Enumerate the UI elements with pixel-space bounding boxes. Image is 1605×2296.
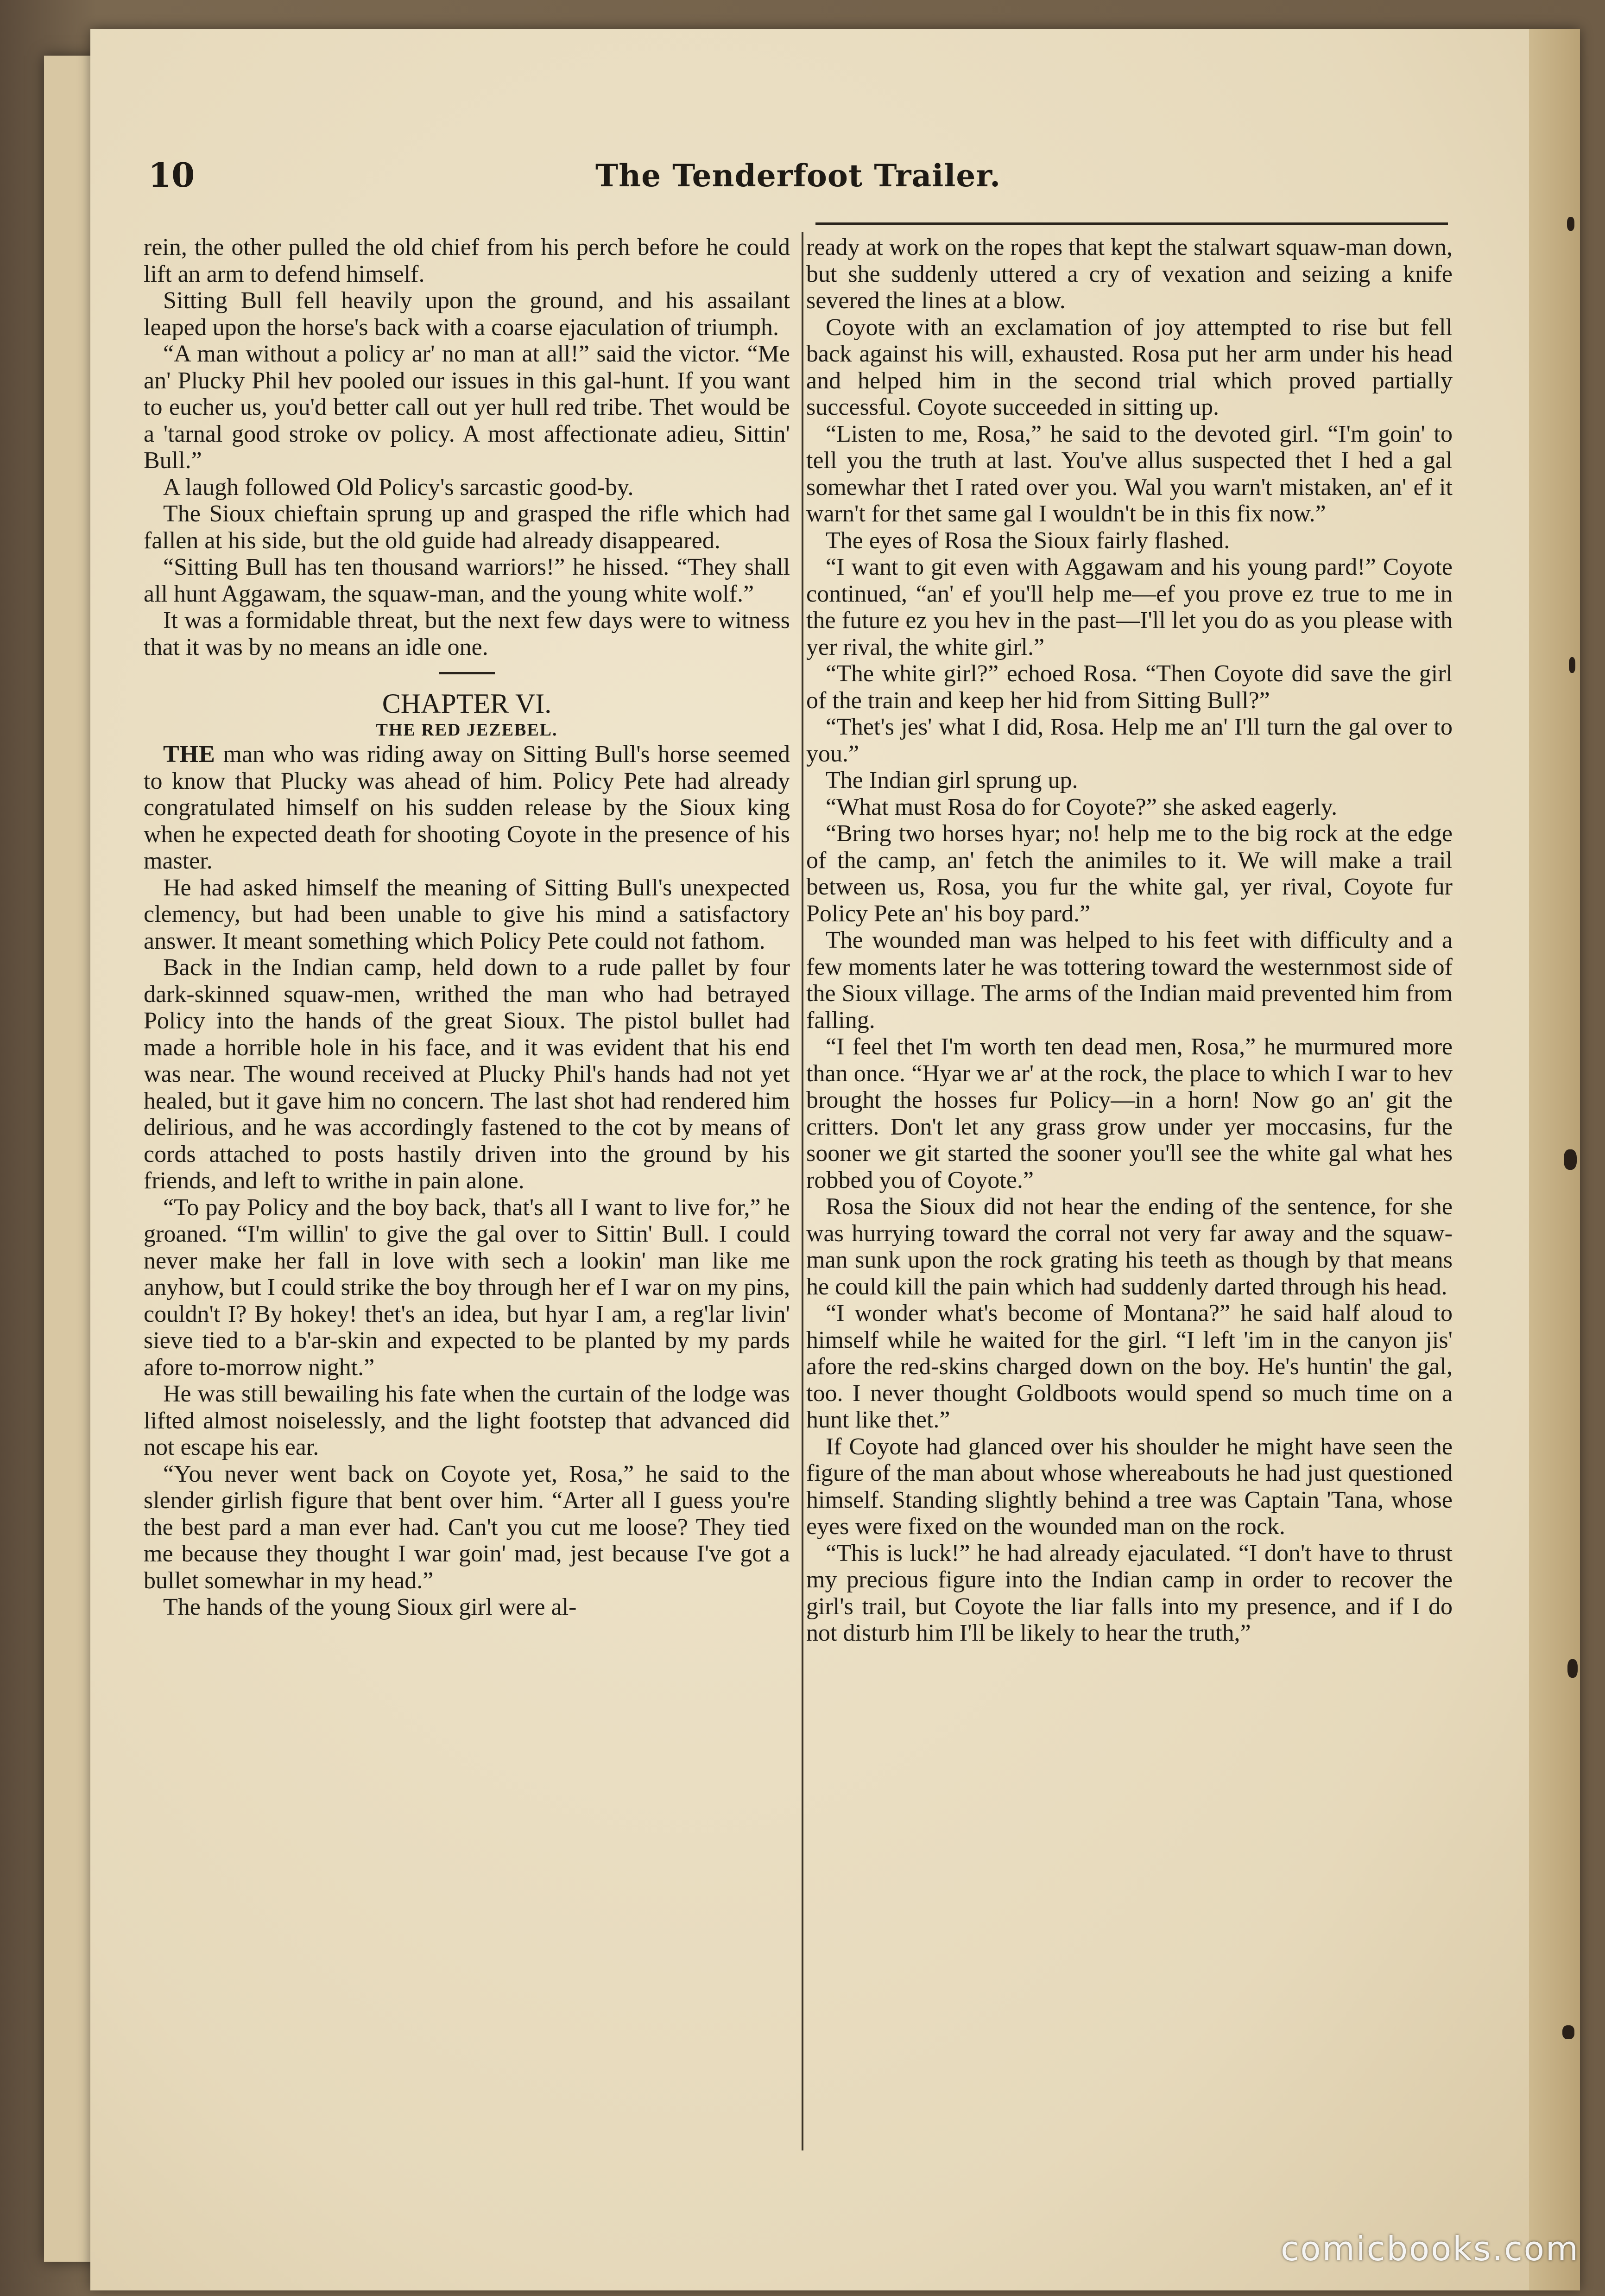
chapter-heading: CHAPTER VI.: [382, 688, 552, 719]
chapter-first-paragraph: [144, 741, 790, 875]
chapter-first-paragraph-text: man who was riding away on Sitting Bull's horse seemed to know that Plucky was ahead of him. Policy Pete had already congratulated himself on his sudden release by the Sioux king when he expected death for shooting Coyote in the presence of his master.: [144, 741, 790, 874]
paragraph: The Indian girl sprung up.: [826, 767, 1078, 793]
paragraph: The hands of the young Sioux girl were al-: [163, 1594, 577, 1620]
paragraph: “The white girl?” echoed Rosa. “Then Coyote did save the girl of the train and keep her hid from Sitting Bull?”: [806, 660, 1453, 714]
paragraph: The wounded man was helped to his feet with difficulty and a few moments later he was tottering toward the westernmost side of the Sioux village. The arms of the Indian maid prevented him from falling.: [806, 927, 1453, 1034]
watermark: comicbooks.com: [1280, 2229, 1580, 2268]
binding-hole: [1567, 1659, 1578, 1678]
right-column: [806, 234, 1453, 2153]
paragraph: He was still bewailing his fate when the curtain of the lodge was lifted almost noiselessly, and the light footstep that advanced did not escape his ear.: [144, 1381, 790, 1460]
paragraph: “I wonder what's become of Montana?” he said half aloud to himself while he waited for the girl. “I left 'im in the canyon jis' afore the red-skins charged down on the boy. He's huntin' the gal, too. I never thought Goldboots would spend so much time on a hunt like thet.”: [806, 1300, 1453, 1433]
paragraph: If Coyote had glanced over his shoulder he might have seen the figure of the man about whose whereabouts he had just questioned himself. Standing slightly behind a tree was Captain 'Tana, whose eyes were fixed on the wounded man on the rock.: [806, 1433, 1453, 1540]
paragraph: The Sioux chieftain sprung up and grasped the rifle which had fallen at his side, but the old guide had already disappeared.: [144, 501, 790, 554]
paragraph: Back in the Indian camp, held down to a rude pallet by four dark-skinned squaw-men, writhed the man who had betrayed Policy into the hands of the great Sioux. The pistol bullet had made a horrible hole in his face, and it was evident that his end was near. The wound received at Plucky Phil's hands had not yet healed, but it gave him no concern. The last shot had rendered him delirious, and he was accordingly fastened to the cot by means of cords attached to posts hastily driven into the ground by his friends, and left to writhe in pain alone.: [144, 954, 790, 1194]
paragraph: “A man without a policy ar' no man at all!” said the victor. “Me an' Plucky Phil hev pooled our issues in this gal-hunt. If you want to eucher us, you'd better call out yer hull red tribe. Thet would be a 'tarnal good stroke ov policy. A most affectionate adieu, Sittin' Bull.”: [144, 341, 790, 474]
paragraph: “You never went back on Coyote yet, Rosa,” he said to the slender girlish figure that bent over him. “Arter all I guess you're the best pard a man ever had. Can't you cut me loose? They tied me because they thought I war goin' mad, jest because I've got a bullet somewhar in my head.”: [144, 1460, 790, 1594]
paragraph: “Sitting Bull has ten thousand warriors!” he hissed. “They shall all hunt Aggawam, the squaw-man, and the young white wolf.”: [144, 554, 790, 607]
paragraph: ready at work on the ropes that kept the stalwart squaw-man down, but she suddenly uttered a cry of vexation and seizing a knife severed the lines at a blow.: [806, 234, 1453, 314]
paragraph: “This is luck!” he had already ejaculated. “I don't have to thrust my precious figure into the Indian camp in order to recover the girl's trail, but Coyote the liar falls into my presence, and if I do not disturb him I'll be likely to hear the truth,”: [806, 1540, 1453, 1646]
paragraph: Rosa the Sioux did not hear the ending of the sentence, for she was hurrying toward the corral not very far away and the squaw-man sunk upon the rock grating his teeth as though by that means he could kill the pain which had suddenly darted through his head.: [806, 1193, 1453, 1300]
paragraph: “To pay Policy and the boy back, that's all I want to live for,” he groaned. “I'm willin' to give the gal over to Sittin' Bull. I could never make her fall in love with sech a lookin' man like me anyhow, but I could strike the boy through her ef I war on my pins, couldn't I? By hokey! thet's an idea, but hyar I am, a reg'lar livin' sieve tied to a b'ar-skin and expected to be planted by my pards afore to-morrow night.”: [144, 1194, 790, 1381]
paragraph: Coyote with an exclamation of joy attempted to rise but fell back against his will, exhausted. Rosa put her arm under his head and helped him in the second trial which proved partially successful. Coyote succeeded in sitting up.: [806, 314, 1453, 420]
paragraph: rein, the other pulled the old chief from his perch before he could lift an arm to defend himself.: [144, 234, 790, 287]
paragraph: “I feel thet I'm worth ten dead men, Rosa,” he murmured more than once. “Hyar we ar' at the rock, the place to which I war to hev brought the hosses fur Policy—in a horn! Now go an' git the critters. Don't let any grass grow under yer moccasins, fur the sooner we git started the sooner you'll see the white gal what hes robbed you of Coyote.”: [806, 1034, 1453, 1193]
chapter-subtitle: THE RED JEZEBEL.: [376, 720, 558, 740]
column-divider: [802, 232, 803, 2150]
page-number: 10: [148, 155, 195, 195]
binding-hole: [1564, 1149, 1577, 1170]
paragraph: It was a formidable threat, but the next few days were to witness that it was by no means an idle one.: [144, 607, 790, 660]
paragraph: The eyes of Rosa the Sioux fairly flashed.: [826, 527, 1230, 554]
paragraph: A laugh followed Old Policy's sarcastic good-by.: [163, 474, 634, 501]
left-column: [144, 234, 790, 2153]
binding-hole: [1562, 2025, 1574, 2039]
paragraph: “Listen to me, Rosa,” he said to the devoted girl. “I'm goin' to tell you the truth at last. You've allus suspected thet I hed a gal somewhar thet I rated over you. Wal you warn't mistaken, an' ef it warn't for thet same gal I wouldn't be in this fix now.”: [806, 420, 1453, 527]
ink-speck: [1569, 657, 1575, 673]
running-title: The Tenderfoot Trailer.: [595, 158, 1001, 194]
left-column-paragraphs: [144, 234, 790, 660]
paragraph: “What must Rosa do for Coyote?” she asked eagerly.: [826, 793, 1338, 820]
paragraph: Sitting Bull fell heavily upon the ground, and his assailant leaped upon the horse's back with a coarse ejaculation of triumph.: [144, 287, 790, 341]
ink-speck: [1567, 217, 1574, 231]
paragraph: “Thet's jes' what I did, Rosa. Help me an' I'll turn the gal over to you.”: [806, 714, 1453, 767]
right-column-paragraphs: [806, 234, 1453, 1647]
chapter-separator: [439, 672, 495, 674]
chapter-lead-word: THE: [163, 741, 215, 767]
paragraph: “Bring two horses hyar; no! help me to the big rock at the edge of the camp, an' fetch the animiles to it. We will make a trail between us, Rosa, you fur the white gal, yer rival, Coyote fur Policy Pete an' his boy pard.”: [806, 820, 1453, 927]
paragraph: “I want to git even with Aggawam and his young pard!” Coyote continued, “an' ef you'll help me—ef you prove ez true to me in the future ez you hev in the past—I'll let you do as you please with yer rival, the white girl.”: [806, 554, 1453, 660]
paragraph: He had asked himself the meaning of Sitting Bull's unexpected clemency, but had been unable to give his mind a satisfactory answer. It meant something which Policy Pete could not fathom.: [144, 874, 790, 954]
left-column-continued: [144, 875, 790, 1621]
header-rule: [815, 222, 1448, 225]
